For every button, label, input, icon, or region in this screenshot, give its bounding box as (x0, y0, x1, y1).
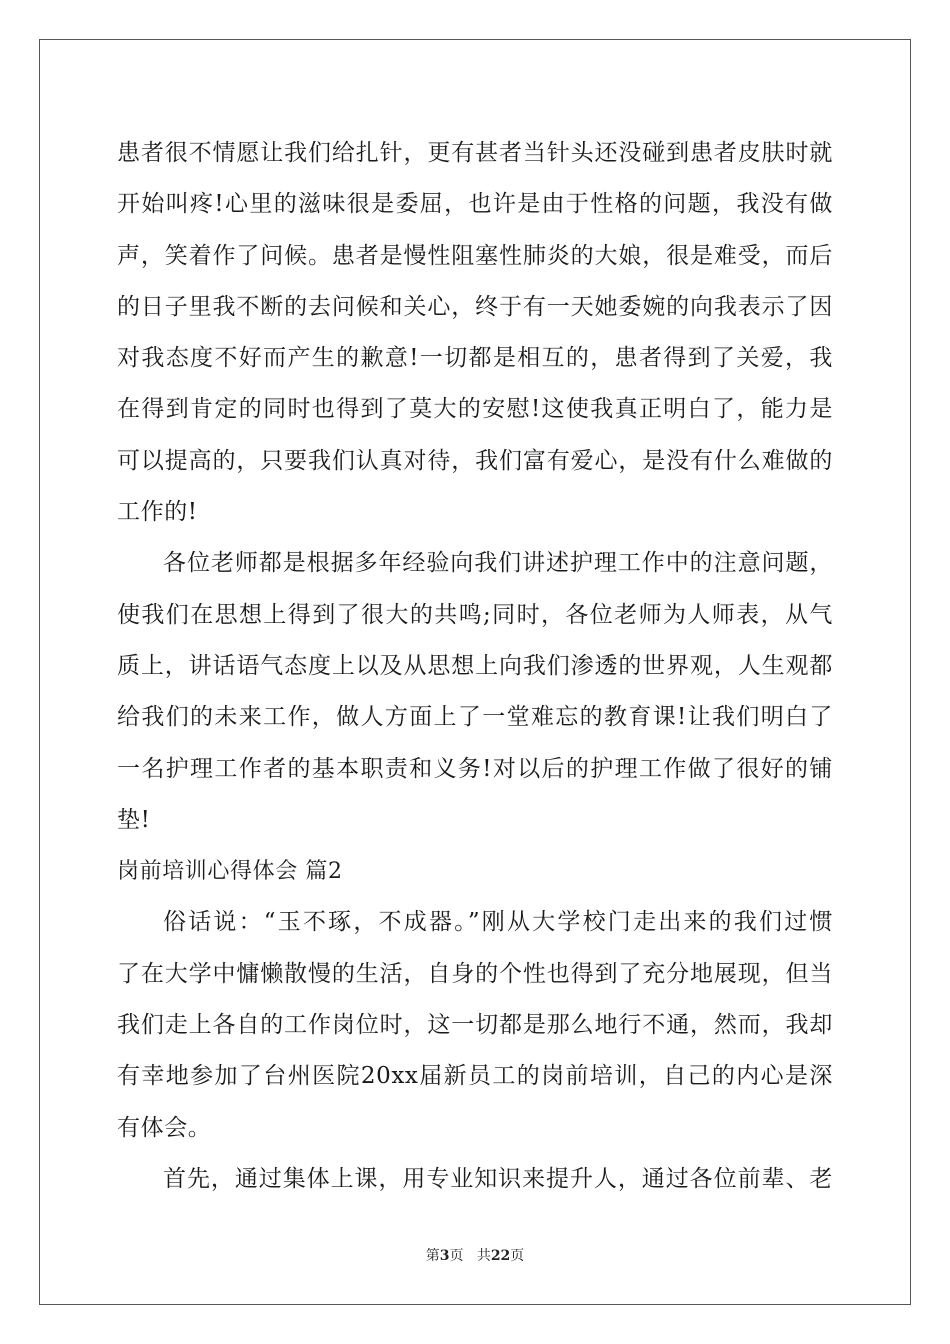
total-prefix: 共 (476, 1248, 491, 1264)
page-number: 3 (439, 1248, 450, 1264)
text-line: 开始叫疼!心里的滋味很是委屈，也许是由于性格的问题，我没有做 (117, 191, 833, 218)
text-line: 给我们的未来工作，做人方面上了一堂难忘的教育课!让我们明白了 (117, 704, 833, 731)
total-pages: 22 (490, 1248, 511, 1264)
text-line: 患者很不情愿让我们给扎针，更有甚者当针头还没碰到患者皮肤时就 (117, 140, 833, 166)
total-suffix: 页 (510, 1248, 525, 1264)
text-line: 垫! (117, 806, 151, 833)
text-line: 质上，讲话语气态度上以及从思想上向我们渗透的世界观，人生观都 (117, 652, 833, 679)
text-line: 对我态度不好而产生的歉意!一切都是相互的，患者得到了关爱，我 (117, 345, 833, 372)
page-footer (0, 1245, 950, 1265)
document-body (117, 128, 833, 1205)
text-line: 有幸地参加了台州医院20xx届新员工的岗前培训，自己的内心是深 (117, 1063, 833, 1090)
page-suffix: 页 (449, 1248, 464, 1264)
text-line: 工作的! (117, 499, 198, 526)
text-line: 声，笑着作了问候。患者是慢性阻塞性肺炎的大娘，很是难受，而后 (117, 242, 833, 269)
text-line: 使我们在思想上得到了很大的共鸣;同时，各位老师为人师表，从气 (117, 601, 833, 628)
text-line: 可以提高的，只要我们认真对待，我们富有爱心，是没有什么难做的 (117, 447, 833, 474)
text-line: 俗话说：“玉不琢，不成器。”刚从大学校门走出来的我们过惯 (163, 909, 833, 936)
text-line: 各位老师都是根据多年经验向我们讲述护理工作中的注意问题， (163, 550, 833, 577)
section-heading: 岗前培训心得体会 篇2 (117, 859, 343, 885)
page-prefix: 第 (425, 1248, 440, 1264)
text-line: 了在大学中慵懒散慢的生活，自身的个性也得到了充分地展现，但当 (117, 960, 833, 987)
text-line: 的日子里我不断的去问候和关心，终于有一天她委婉的向我表示了因 (117, 293, 833, 320)
text-line: 一名护理工作者的基本职责和义务!对以后的护理工作做了很好的铺 (117, 755, 833, 782)
text-line: 有体会。 (117, 1114, 212, 1141)
text-line: 在得到肯定的同时也得到了莫大的安慰!这使我真正明白了，能力是 (117, 396, 833, 423)
text-line: 我们走上各自的工作岗位时，这一切都是那么地行不通，然而，我却 (117, 1012, 833, 1039)
text-line: 首先，通过集体上课，用专业知识来提升人，通过各位前辈、老 (163, 1165, 833, 1192)
